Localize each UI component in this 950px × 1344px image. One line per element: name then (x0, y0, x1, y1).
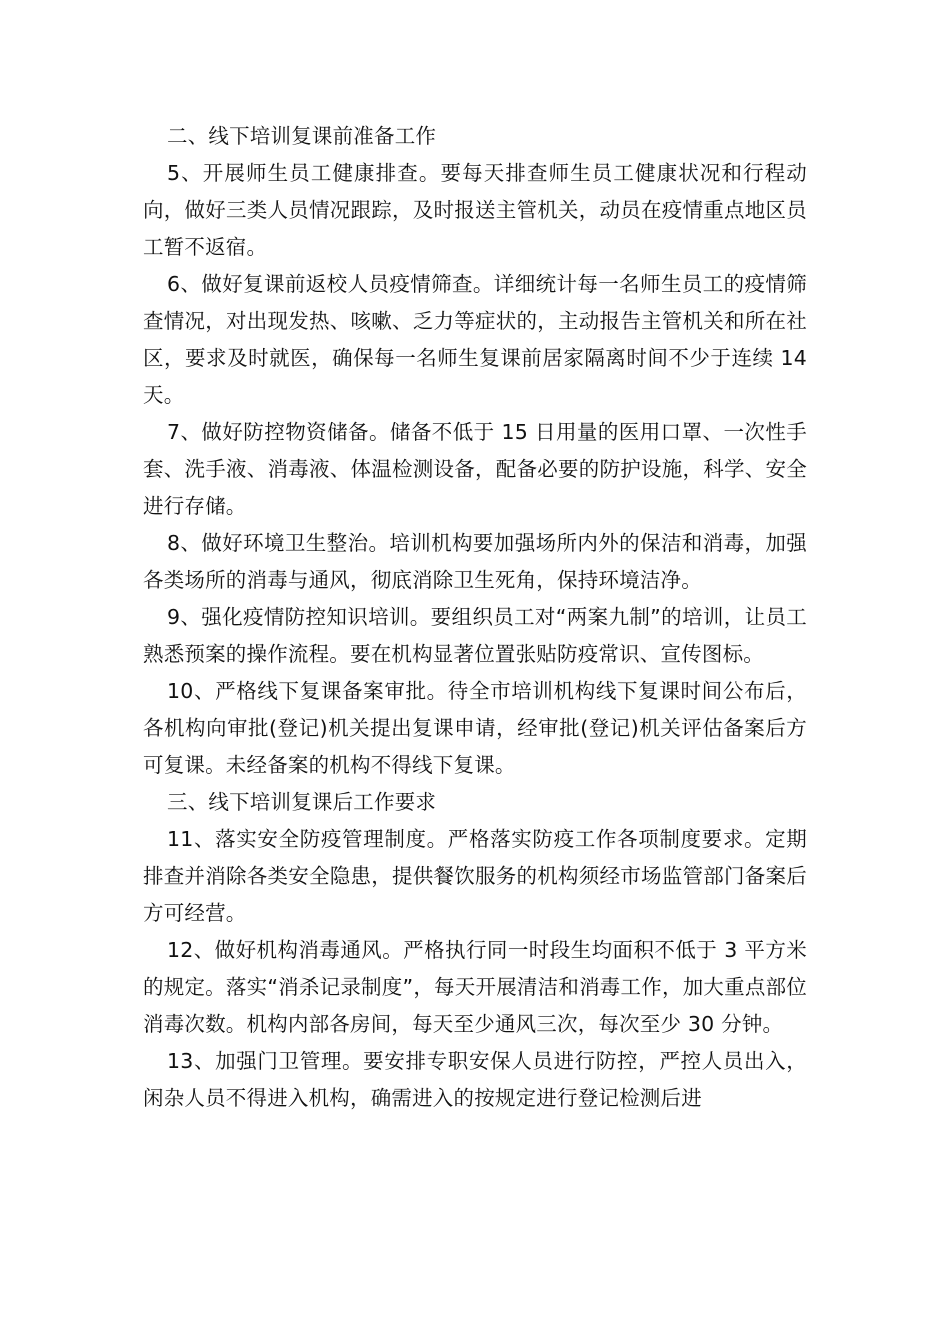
paragraph-item-6: 6、做好复课前返校人员疫情筛查。详细统计每一名师生员工的疫情筛查情况，对出现发热、咳嗽、乏力等症状的，主动报告主管机关和所在社区，要求及时就医，确保每一名师生复课前居家隔离时间不少于连续 14 天。 (143, 272, 807, 407)
paragraph-item-11: 11、落实安全防疫管理制度。严格落实防疫工作各项制度要求。定期排查并消除各类安全隐患，提供餐饮服务的机构须经市场监管部门备案后方可经营。 (143, 827, 807, 925)
document-body (143, 118, 807, 1117)
section-heading-requirements: 三、线下培训复课后工作要求 (167, 790, 437, 814)
section-heading-preparation: 二、线下培训复课前准备工作 (167, 124, 437, 148)
paragraph-item-9: 9、强化疫情防控知识培训。要组织员工对“两案九制”的培训，让员工熟悉预案的操作流程。要在机构显著位置张贴防疫常识、宣传图标。 (143, 605, 807, 666)
paragraph-item-10: 10、严格线下复课备案审批。待全市培训机构线下复课时间公布后，各机构向审批(登记)机关提出复课申请，经审批(登记)机关评估备案后方可复课。未经备案的机构不得线下复课。 (143, 679, 807, 777)
paragraph-item-13: 13、加强门卫管理。要安排专职安保人员进行防控，严控人员出入，闲杂人员不得进入机构，确需进入的按规定进行登记检测后进 (143, 1049, 807, 1110)
paragraph-item-7: 7、做好防控物资储备。储备不低于 15 日用量的医用口罩、一次性手套、洗手液、消毒液、体温检测设备，配备必要的防护设施，科学、安全进行存储。 (143, 420, 807, 518)
paragraph-item-5: 5、开展师生员工健康排查。要每天排查师生员工健康状况和行程动向，做好三类人员情况跟踪，及时报送主管机关，动员在疫情重点地区员工暂不返宿。 (143, 161, 807, 259)
paragraph-item-8: 8、做好环境卫生整治。培训机构要加强场所内外的保洁和消毒，加强各类场所的消毒与通风，彻底消除卫生死角，保持环境洁净。 (143, 531, 807, 592)
paragraph-item-12: 12、做好机构消毒通风。严格执行同一时段生均面积不低于 3 平方米的规定。落实“消杀记录制度”，每天开展清洁和消毒工作，加大重点部位消毒次数。机构内部各房间，每天至少通风三次，每次至少 30 分钟。 (143, 938, 807, 1036)
